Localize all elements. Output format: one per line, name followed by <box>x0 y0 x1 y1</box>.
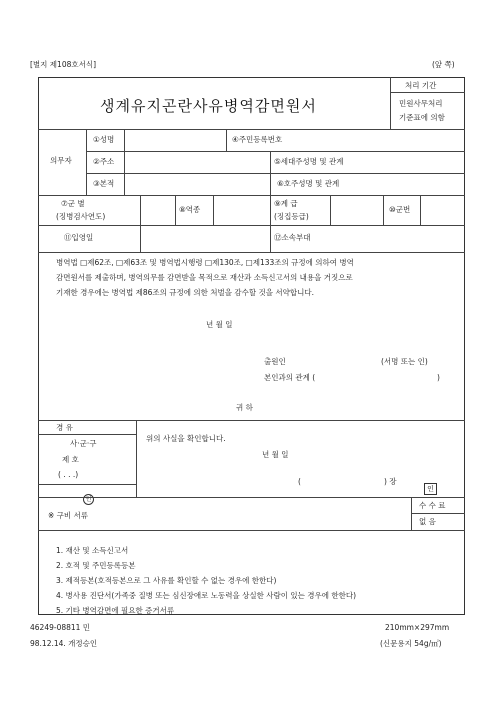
via-label: 경 유 <box>56 423 73 432</box>
domicile-field[interactable] <box>126 175 268 193</box>
service-no-label: ⑩군번 <box>389 205 411 214</box>
relation-label: 본인과의 관계 ( <box>264 373 316 382</box>
document-item: 2. 호적 및 주민등록등본 <box>56 561 136 570</box>
processing-period-label: 처리 기간 <box>405 81 437 90</box>
chief-open: ( <box>298 477 301 486</box>
seal-mark: 인 <box>83 486 94 505</box>
office-label: 사·군·구 <box>70 439 97 448</box>
document-item: 4. 병사용 진단서(가족중 질병 또는 심신장애로 노동력을 상실한 사람이 있는 경우에 한한다) <box>56 591 357 600</box>
household-head-label: ⑤세대주성명 및 관계 <box>274 157 344 166</box>
branch-sub-label: (징병검사연도) <box>56 212 106 221</box>
addressee-label: 귀 하 <box>236 403 253 412</box>
statement-line-2: 감면원서를 제출하며, 병역의무를 감면받을 목적으로 재산과 소득신고서의 내용을 거짓으로 <box>56 273 353 282</box>
issue-date-paren: ( . . .) <box>58 470 79 479</box>
confirm-date: 년 월 일 <box>262 450 289 459</box>
statement-line-1: 병역법 □제62조, □제63조 및 병역법시행령 □제130조, □제133조의 규정에 의하여 병역 <box>56 258 354 267</box>
paper-size: 210mm×297mm <box>385 623 450 632</box>
name-field[interactable] <box>126 131 224 149</box>
relation-close: ) <box>437 373 440 382</box>
document-item: 5. 기타 병역감면에 필요한 증거서류 <box>56 606 175 615</box>
resident-no-label: ④주민등록번호 <box>232 135 283 144</box>
approval-note: 98.12.14. 개정승인 <box>30 639 98 648</box>
processing-period-value-2: 기준표에 의함 <box>399 113 445 122</box>
enlist-date-field[interactable] <box>142 227 268 250</box>
form-code: 46249-08811 민 <box>30 623 91 632</box>
documents-label: ※ 구비 서류 <box>48 511 89 520</box>
issue-number-label: 제 호 <box>62 455 79 464</box>
official-stamp-mark: 인 <box>424 476 437 495</box>
fee-value: 없 음 <box>419 517 436 526</box>
service-type-label: ⑧역종 <box>179 205 201 214</box>
domicile-label: ③본적 <box>93 179 115 188</box>
enlist-date-label: ⑪입영일 <box>64 233 94 242</box>
form-number-label: [별지 제108호서식] <box>30 60 97 69</box>
rank-label: ⑨계 급 <box>274 199 298 208</box>
unit-label: ⑫소속부대 <box>274 233 311 242</box>
confirm-statement: 위의 사실을 확인합니다. <box>146 434 226 443</box>
resident-no-field[interactable] <box>300 131 462 149</box>
statement-line-3: 기재한 경우에는 병역법 제86조의 규정에 의한 처벌을 감수할 것을 서약합니다. <box>56 288 314 297</box>
page-side-label: (앞 쪽) <box>432 60 455 69</box>
unit-field[interactable] <box>330 227 462 250</box>
fee-label: 수 수 료 <box>419 501 446 510</box>
applicant-sign-label: (서명 또는 인) <box>381 357 428 366</box>
name-label: ①성명 <box>93 135 115 144</box>
document-item: 1. 재산 및 소득신고서 <box>56 546 129 555</box>
address-label: ②주소 <box>93 157 115 166</box>
family-head-label: ⑥호주성명 및 관계 <box>277 179 340 188</box>
rank-sub-label: (징집등급) <box>274 212 309 221</box>
form-title: 생계유지곤란사유병역감면원서 <box>100 97 317 115</box>
statement-date: 년 월 일 <box>206 320 233 329</box>
chief-label: ) 장 <box>384 477 397 486</box>
document-item: 3. 제적등본(호적등본으로 그 사유를 확인할 수 없는 경우에 한한다) <box>56 576 277 585</box>
branch-label: ⑦군 별 <box>61 199 85 208</box>
applicant-label: 출원인 <box>264 357 286 366</box>
paper-type: (신문용지 54g/㎡) <box>380 639 442 648</box>
obligor-group-label: 의무자 <box>50 156 72 165</box>
processing-period-value-1: 민원사무처리 <box>399 99 443 108</box>
address-field[interactable] <box>126 153 268 171</box>
